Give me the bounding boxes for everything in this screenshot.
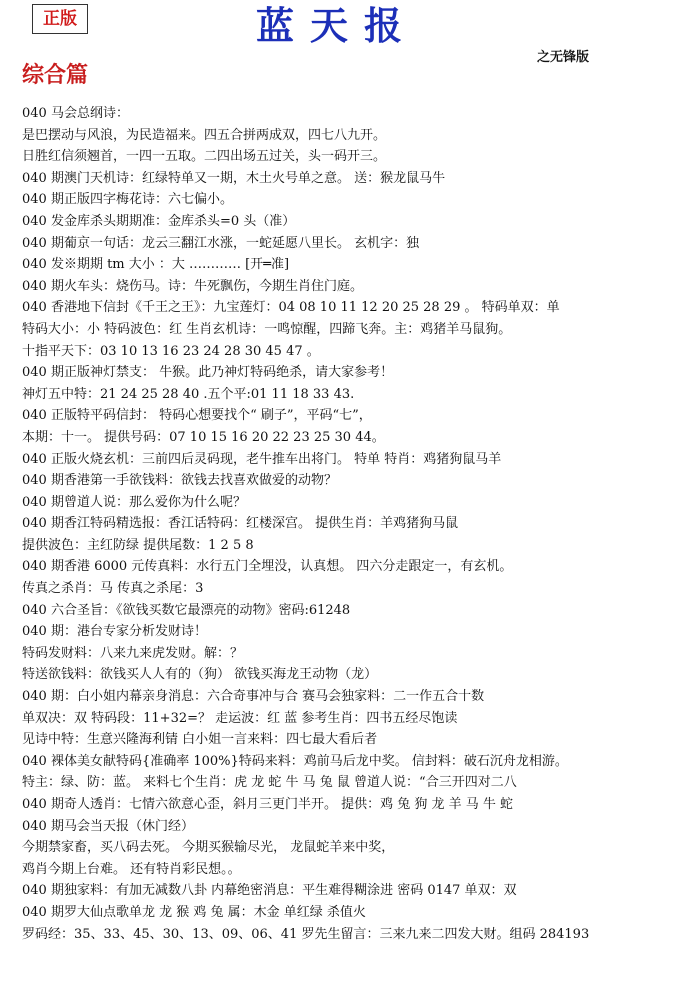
- text-line: 日胜红信须翘首，一四一五取。二四出场五过关，头一码开三。: [22, 149, 387, 165]
- article-body: [22, 103, 682, 945]
- edition-subtitle: 之无锋版: [537, 50, 590, 65]
- text-line: 十指平天下：03 10 13 16 23 24 28 30 45 47 。: [22, 343, 320, 359]
- text-line: 是巴摆动与风浪，为民造福来。四五合拼两成双，四七八九开。: [22, 127, 387, 143]
- text-line: 040 马会总纲诗：: [22, 106, 129, 121]
- text-line: 040 期正版神灯禁支： 牛猴。此乃神灯特码绝杀，请大家参考！: [22, 365, 394, 381]
- text-line: 神灯五中特：21 24 25 28 40 .五个平:01 11 18 33 43.: [22, 386, 355, 402]
- text-line: 本期：十一。 提供号码：07 10 15 16 20 22 23 25 30 44。: [22, 429, 385, 445]
- text-line: 040 期马会当天报（休门经）: [22, 818, 194, 834]
- edition-badge: 正版: [32, 4, 88, 34]
- text-line: 040 期：白小姐内幕亲身消息：六合奇事冲与合 赛马会独家料：二一作五合十数: [22, 689, 485, 705]
- text-line: 传真之杀肖：马 传真之杀尾：3: [22, 581, 204, 597]
- text-line: 040 发金库杀头期期准：金库杀头=0 头（准）: [22, 213, 296, 229]
- text-line: 040 期香港第一手欲钱料：欲钱去找喜欢做爱的动物？: [22, 473, 337, 489]
- text-line: 单双决：双 特码段：11+32=？ 走运波：红 蓝 参考生肖：四书五经尽饱读: [22, 710, 458, 726]
- text-line: 特送欲钱料：欲钱买人人有的（狗） 欲钱买海龙王动物（龙）: [22, 667, 378, 683]
- text-line: 040 期正版四字梅花诗：六七偏小。: [22, 192, 233, 208]
- text-line: 特码大小：小 特码波色：红 生肖玄机诗：一鸣惊醒，四蹄飞奔。主：鸡猪羊马鼠狗。: [22, 321, 512, 337]
- text-line: 040 期火车头：烧伤马。诗：牛死飘伤，今期生肖住门庭。: [22, 278, 363, 294]
- text-line: 040 裸体美女献特码{准确率 100%}特码来料：鸡前马后龙中奖。 信封料：破石沉舟龙相游。: [22, 753, 568, 769]
- text-line: 040 期独家料：有加无减数八卦 内幕绝密消息：平生难得糊涂进 密码 0147 单双：双: [22, 883, 517, 899]
- text-line: 特码发财料：八来九来虎发财。解：？: [22, 645, 244, 661]
- text-line: 040 期香港 6000 元传真料：水行五门全埋没，认真想。 四六分走跟定一，有玄机。: [22, 559, 513, 575]
- masthead-title: 蓝天报: [255, 3, 418, 48]
- text-line: 今期禁家畜，买八码去死。 今期买猴输尽光， 龙鼠蛇羊来中奖，: [22, 840, 395, 856]
- text-line: 特主：绿、防：蓝。 来料七个生肖：虎 龙 蛇 牛 马 兔 鼠 曾道人说：“合三开四对二八: [22, 775, 517, 791]
- text-line: 鸡肖今期上台难。 还有特肖彩民想。。: [22, 861, 241, 877]
- text-line: 040 期葡京一句话：龙云三翻江水涨，一蛇延愿八里长。 玄机字：独: [22, 235, 420, 251]
- text-line: 040 六合圣旨：《欲钱买数它最漂亮的动物》密码:61248: [22, 602, 351, 618]
- text-line: 040 期曾道人说：那么爱你为什么呢？: [22, 494, 246, 510]
- text-line: 见诗中特：生意兴隆海利锖 白小姐一言来料：四七最大看后者: [22, 732, 378, 748]
- text-line: 040 期澳门天机诗：红绿特单又一期，木土火号单之意。 送：猴龙鼠马牛: [22, 170, 446, 186]
- text-line: 040 期香江特码精选报：香江话特码：红楼深宫。 提供生肖：羊鸡猪狗马鼠: [22, 516, 459, 532]
- text-line: 040 正版特平码信封： 特码心想要找个“ 刷子”，平码“七”，: [22, 408, 372, 424]
- text-line: 040 期：港台专家分析发财诗！: [22, 624, 207, 640]
- text-line: 罗码经：35、33、45、30、13、09、06、41 罗先生留言：三来九来二四发大财。组码 284193: [22, 926, 590, 942]
- text-line: 040 正版火烧玄机：三前四后灵码现，老牛推车出将门。 特单 特肖：鸡猪狗鼠马羊: [22, 451, 502, 467]
- text-line: 提供波色：主红防绿 提供尾数：1 2 5 8: [22, 537, 254, 553]
- section-title: 综合篇: [22, 62, 89, 88]
- text-line: 040 香港地下信封《千王之王》：九宝莲灯：04 08 10 11 12 20 25 28 29 。 特码单双：单: [22, 300, 560, 316]
- text-line: 040 发※期期 tm 大小 ：大 ………… [开═准]: [22, 257, 290, 273]
- text-line: 040 期奇人透肖：七情六欲意心歪，斜月三更门半开。 提供：鸡 兔 狗 龙 羊 马 牛 蛇: [22, 797, 514, 812]
- text-line: 040 期罗大仙点歌单龙 龙 猴 鸡 兔 属：木金 单红绿 杀值火: [22, 904, 366, 920]
